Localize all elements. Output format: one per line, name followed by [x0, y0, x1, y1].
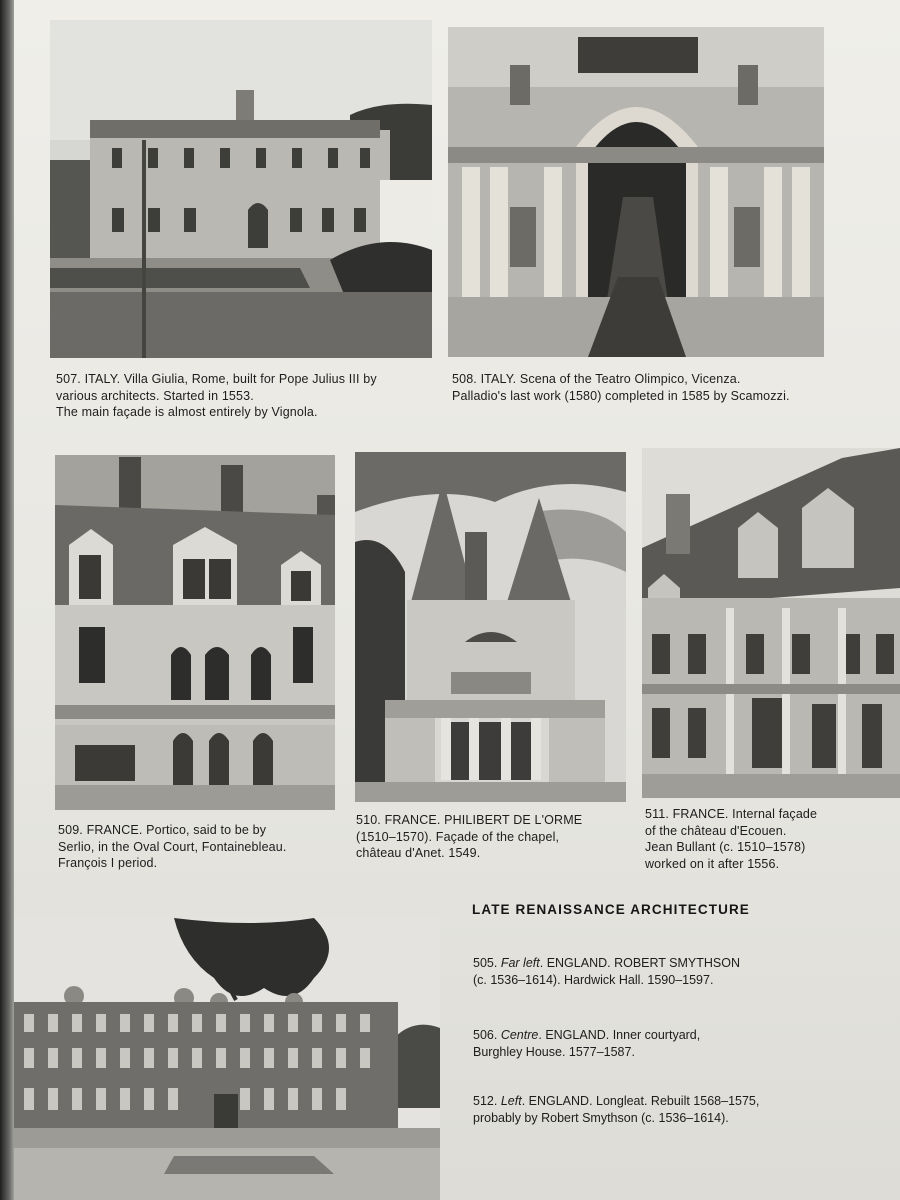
- entry-506: 506. Centre. ENGLAND. Inner courtyard, Burghley House. 1577–1587.: [473, 1028, 701, 1059]
- book-page: [14, 0, 900, 1200]
- caption-511: 511. FRANCE. Internal façade of the château d'Ecouen. Jean Bullant (c. 1510–1578) worked on it after 1556.: [645, 807, 818, 871]
- caption-508: 508. ITALY. Scena of the Teatro Olimpico, Vicenza. Palladio's last work (1580) completed in 1585 by Scamozzi.: [452, 372, 790, 403]
- photo-chateau-anet-chapel: [355, 452, 626, 802]
- caption-507: 507. ITALY. Villa Giulia, Rome, built for Pope Julius III by various architects. Started in 1553. The main façade is almost entirely by Vignola.: [56, 372, 377, 419]
- photo-fontainebleau-portico: [55, 455, 335, 810]
- photo-longleat: [14, 918, 440, 1200]
- entry-512: 512. Left. ENGLAND. Longleat. Rebuilt 1568–1575, probably by Robert Smythson (c. 1536–1614).: [473, 1094, 760, 1125]
- photo-chateau-ecouen: [642, 448, 900, 798]
- section-title: LATE RENAISSANCE ARCHITECTURE: [472, 902, 750, 917]
- photo-teatro-olimpico: [448, 27, 824, 357]
- caption-509: 509. FRANCE. Portico, said to be by Serlio, in the Oval Court, Fontainebleau. François I period.: [58, 823, 287, 870]
- photo-villa-giulia: [50, 20, 432, 358]
- entry-505: 505. Far left. ENGLAND. ROBERT SMYTHSON (c. 1536–1614). Hardwick Hall. 1590–1597.: [473, 956, 741, 987]
- caption-510: 510. FRANCE. PHILIBERT DE L'ORME (1510–1570). Façade of the chapel, château d'Anet. 1549.: [356, 813, 583, 860]
